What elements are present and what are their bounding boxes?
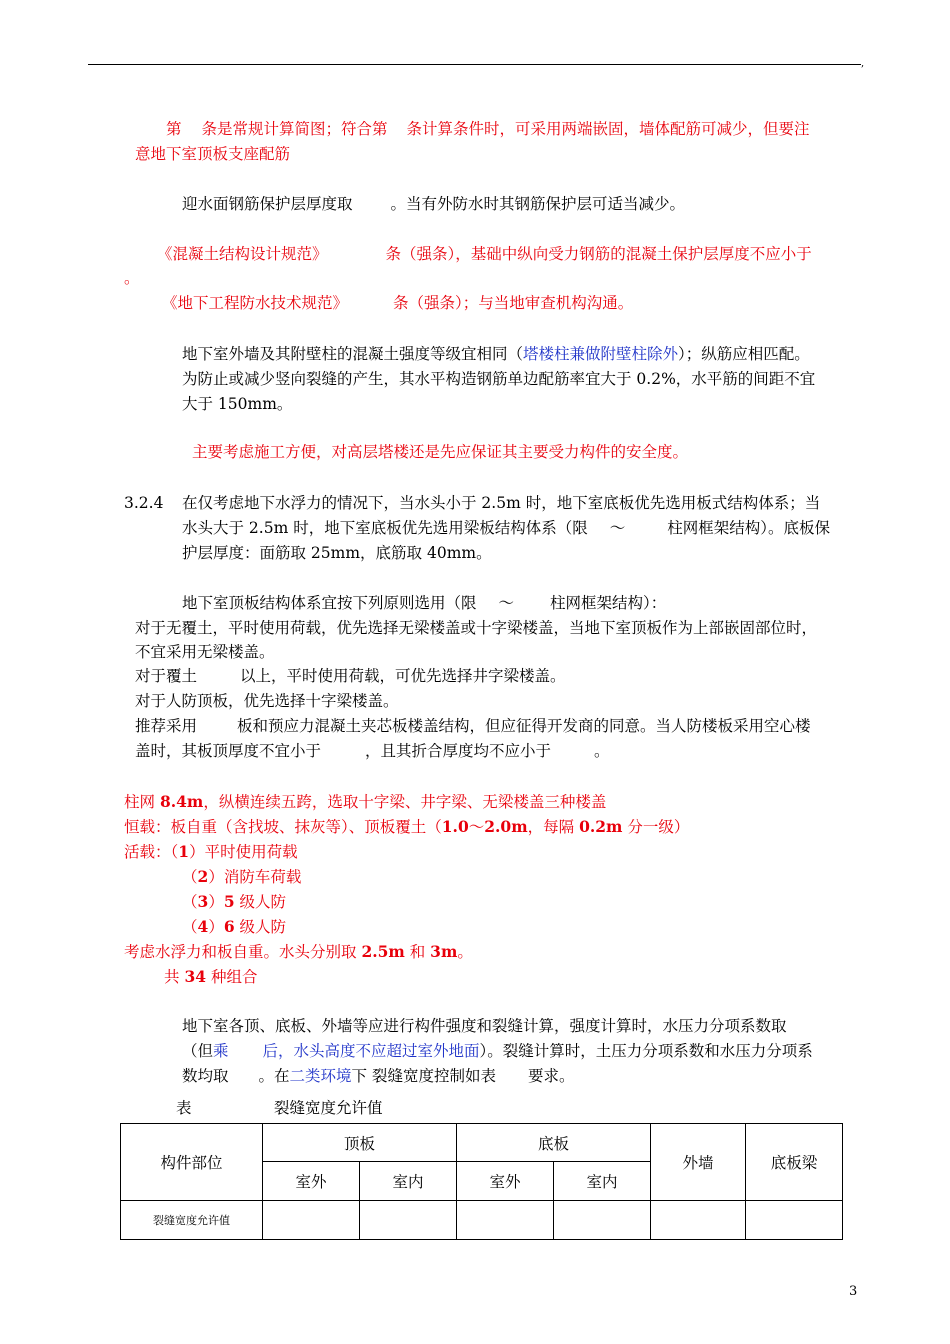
- section-324-line3: 护层厚度：面筋取 25mm，底筋取 40mm。: [182, 544, 492, 562]
- roof-system-line3: 不宜采用无梁楼盖。: [135, 643, 275, 661]
- roof-system-line7: 盖时，其板顶厚度不宜小于 ，且其折合厚度均不应小于 。: [135, 742, 610, 760]
- live-load-line-4: （4）6 级人防: [182, 917, 287, 936]
- paragraph-cover: 迎水面钢筋保护层厚度取 。当有外防水时其钢筋保护层可适当减少。: [182, 195, 686, 213]
- table-cell: [651, 1201, 746, 1240]
- paragraph-wall-line2: 为防止或减少竖向裂缝的产生，其水平构造钢筋单边配筋率宜大于 0.2%，水平筋的间距不宜: [182, 370, 816, 388]
- paragraph-note-2: 主要考虑施工方便，对高层塔楼还是先应保证其主要受力构件的安全度。: [192, 443, 689, 461]
- table-cell: [746, 1201, 843, 1240]
- section-324-line2: 水头大于 2.5m 时，地下室底板优先选用梁板结构体系（限 ～ 柱网框架结构）。底板保: [182, 519, 830, 537]
- table-cell: [554, 1201, 651, 1240]
- paragraph-code-ref-2: 《地下工程防水技术规范》 条（强条）；与当地审查机构沟通。: [162, 294, 634, 312]
- sub-header-indoor: 室内: [554, 1162, 651, 1201]
- table-cell: [457, 1201, 554, 1240]
- header-top-slab: 顶板: [263, 1124, 457, 1162]
- page-number: 3: [849, 1284, 858, 1299]
- header-bottom-slab: 底板: [457, 1124, 651, 1162]
- header-mark: ,: [861, 58, 865, 69]
- crack-width-table: [120, 1123, 842, 1239]
- header-part: 构件部位: [121, 1124, 263, 1201]
- section-number: 3.2.4: [124, 494, 164, 512]
- roof-system-line5: 对于人防顶板，优先选择十字梁楼盖。: [135, 692, 399, 710]
- header-wall: 外墙: [651, 1124, 746, 1201]
- live-load-line-2: （2）消防车荷载: [182, 867, 302, 886]
- section-324-line1: 在仅考虑地下水浮力的情况下，当水头小于 2.5m 时，地下室底板优先选用板式结构体系；当: [182, 494, 821, 512]
- combination-count-line: 共 34 种组合: [164, 967, 258, 986]
- live-load-line-3: （3）5 级人防: [182, 892, 287, 911]
- table-cell: [360, 1201, 457, 1240]
- table-cell: [263, 1201, 360, 1240]
- table-caption: 裂缝宽度允许值: [274, 1099, 383, 1117]
- crack-calc-line3: 数均取 。在二类环境下 裂缝宽度控制如表 要求。: [182, 1067, 575, 1085]
- sub-header-indoor: 室内: [360, 1162, 457, 1201]
- roof-system-line1: 地下室顶板结构体系宜按下列原则选用（限 ～ 柱网框架结构）：: [182, 594, 667, 612]
- sub-header-outdoor: 室外: [457, 1162, 554, 1201]
- header-rule: [88, 64, 861, 65]
- row-label: 裂缝宽度允许值: [121, 1201, 263, 1240]
- roof-system-line6: 推荐采用 板和预应力混凝土夹芯板楼盖结构，但应征得开发商的同意。当人防楼板采用空心楼: [135, 717, 811, 735]
- paragraph-code-ref-1-line2: 。: [124, 269, 140, 287]
- paragraph-code-ref-1: 《混凝土结构设计规范》 条（强条），基础中纵向受力钢筋的混凝土保护层厚度不应小于: [157, 245, 812, 263]
- header-bottom-beam: 底板梁: [746, 1124, 843, 1201]
- paragraph-wall-line3: 大于 150mm。: [182, 395, 293, 413]
- crack-calc-line2: （但乘 后，水头高度不应超过室外地面）。裂缝计算时，土压力分项系数和水压力分项系: [182, 1042, 813, 1060]
- buoyancy-line: 考虑水浮力和板自重。水头分别取 2.5m 和 3m。: [124, 942, 473, 961]
- paragraph-note-1: 第 条是常规计算简图；符合第 条计算条件时，可采用两端嵌固，墙体配筋可减少，但要注: [166, 120, 810, 138]
- crack-calc-line1: 地下室各顶、底板、外墙等应进行构件强度和裂缝计算，强度计算时，水压力分项系数取: [182, 1017, 787, 1035]
- roof-system-line4: 对于覆土 以上，平时使用荷载，可优先选择井字梁楼盖。: [135, 667, 566, 685]
- sub-header-outdoor: 室外: [263, 1162, 360, 1201]
- paragraph-wall: 地下室外墙及其附壁柱的混凝土强度等级宜相同（塔楼柱兼做附壁柱除外）；纵筋应相匹配。: [182, 345, 810, 363]
- table-caption-prefix: 表: [176, 1099, 192, 1117]
- study-grid-line: 柱网 8.4m，纵横连续五跨，选取十字梁、井字梁、无梁楼盖三种楼盖: [124, 792, 607, 811]
- paragraph-note-1-line2: 意地下室顶板支座配筋: [135, 145, 291, 163]
- dead-load-line: 恒载：板自重（含找坡、抹灰等）、顶板覆土（1.0～2.0m，每隔 0.2m 分一级）: [124, 817, 690, 836]
- live-load-line-1: 活载：（1）平时使用荷载: [124, 842, 298, 861]
- roof-system-line2: 对于无覆土，平时使用荷载，优先选择无梁楼盖或十字梁楼盖，当地下室顶板作为上部嵌固部位时，: [135, 619, 818, 637]
